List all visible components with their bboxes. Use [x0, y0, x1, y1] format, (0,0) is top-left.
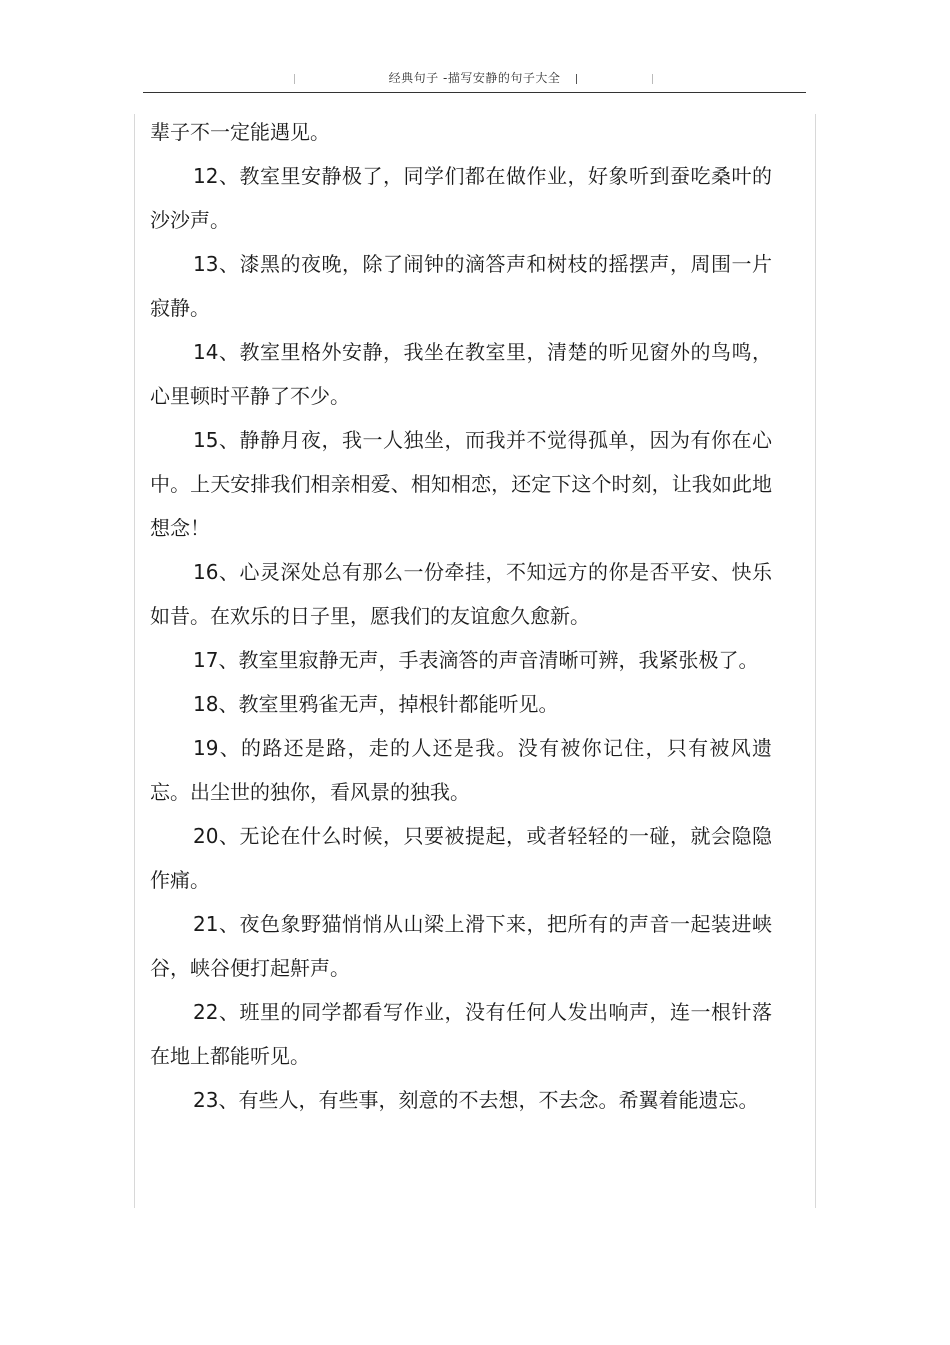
paragraph: 辈子不一定能遇见。 — [150, 120, 330, 144]
paragraph: 14、教室里格外安静，我坐在教室里，清楚的听见窗外的鸟鸣，心里顿时平静了不少。 — [150, 340, 772, 408]
header-title: 经典句子 -描写安静的句子大全 — [388, 71, 561, 85]
paragraph: 13、漆黑的夜晚，除了闹钟的滴答声和树枝的摇摆声，周围一片寂静。 — [150, 252, 772, 320]
paragraph: 19、的路还是路，走的人还是我。没有被你记住，只有被风遗忘。出尘世的独你，看风景的独我。 — [150, 736, 772, 804]
paragraph: 20、无论在什么时候，只要被提起，或者轻轻的一碰，就会隐隐作痛。 — [150, 824, 772, 892]
body-text — [150, 110, 772, 1122]
paragraph: 12、教室里安静极了，同学们都在做作业，好象听到蚕吃桑叶的沙沙声。 — [150, 164, 772, 232]
right-margin-line — [815, 114, 816, 1208]
paragraph: 16、心灵深处总有那么一份牵挂，不知远方的你是否平安、快乐如昔。在欢乐的日子里，愿我们的友谊愈久愈新。 — [150, 560, 772, 628]
page-header — [143, 66, 806, 93]
paragraph: 17、教室里寂静无声，手表滴答的声音清晰可辨，我紧张极了。 — [193, 648, 759, 672]
paragraph: 18、教室里鸦雀无声，掉根针都能听见。 — [193, 692, 559, 716]
left-margin-line — [134, 114, 135, 1208]
paragraph: 15、静静月夜，我一人独坐，而我并不觉得孤单，因为有你在心中。上天安排我们相亲相爱、相知相恋，还定下这个时刻，让我如此地想念！ — [150, 428, 772, 540]
paragraph: 22、班里的同学都看写作业，没有任何人发出响声，连一根针落在地上都能听见。 — [150, 1000, 772, 1068]
paragraph: 21、夜色象野猫悄悄从山梁上滑下来，把所有的声音一起装进峡谷，峡谷便打起鼾声。 — [150, 912, 772, 980]
paragraph: 23、有些人，有些事，刻意的不去想，不去念。希翼着能遗忘。 — [193, 1088, 759, 1112]
